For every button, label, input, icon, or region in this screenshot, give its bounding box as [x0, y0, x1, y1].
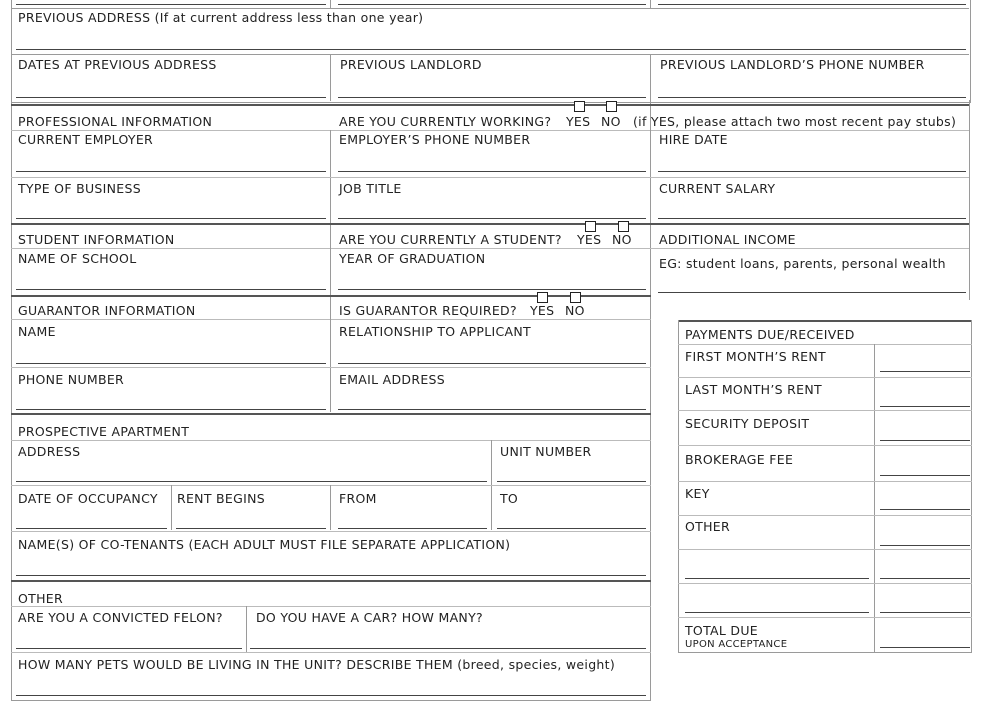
job-title-field[interactable]: [338, 218, 646, 219]
divider: [11, 531, 651, 532]
extra-payment-description-field[interactable]: [685, 578, 869, 579]
divider: [11, 54, 969, 55]
guarantor-yes-checkbox[interactable]: [537, 292, 548, 303]
divider: [330, 54, 331, 101]
income-example: EG: student loans, parents, personal wealth: [659, 256, 946, 271]
payments-heading: PAYMENTS DUE/RECEIVED: [685, 327, 855, 342]
divider: [330, 297, 331, 412]
extra-payment-description-field[interactable]: [685, 612, 869, 613]
to-label: TO: [500, 491, 519, 506]
student-yes-label: YES: [577, 232, 602, 247]
divider: [171, 485, 172, 530]
relationship-label: RELATIONSHIP TO APPLICANT: [339, 324, 531, 339]
guarantor-question: IS GUARANTOR REQUIRED?: [339, 303, 517, 318]
previous-address-field[interactable]: [16, 49, 966, 50]
graduation-year-label: YEAR OF GRADUATION: [339, 251, 486, 266]
divider: [650, 54, 651, 101]
section-rule: [11, 223, 969, 225]
additional-income-field[interactable]: [658, 292, 966, 293]
divider: [678, 652, 972, 653]
previous-landlord-field[interactable]: [338, 97, 646, 98]
divider: [330, 0, 331, 8]
divider: [678, 515, 972, 516]
first-month-rent-field[interactable]: [880, 371, 970, 372]
working-no-label: NO: [601, 114, 621, 129]
upon-acceptance-label: UPON ACCEPTANCE: [685, 639, 788, 650]
first-month-rent-label: FIRST MONTH’S RENT: [685, 349, 826, 364]
hire-date-label: HIRE DATE: [659, 132, 728, 147]
extra-payment-amount-field[interactable]: [880, 578, 970, 579]
job-title-label: JOB TITLE: [339, 181, 402, 196]
divider: [11, 248, 969, 249]
security-deposit-field[interactable]: [880, 440, 970, 441]
apartment-address-field[interactable]: [16, 481, 487, 482]
felon-question: ARE YOU A CONVICTED FELON?: [18, 610, 223, 625]
divider: [11, 652, 651, 653]
other-payment-amount-field[interactable]: [880, 545, 970, 546]
car-question: DO YOU HAVE A CAR? HOW MANY?: [256, 610, 483, 625]
previous-address-label: PREVIOUS ADDRESS (If at current address less than one year): [18, 10, 424, 25]
working-question: ARE YOU CURRENTLY WORKING?: [339, 114, 552, 129]
field-line[interactable]: [16, 4, 326, 5]
pets-question: HOW MANY PETS WOULD BE LIVING IN THE UNIT? DESCRIBE THEM (breed, species, weight): [18, 657, 616, 672]
current-salary-label: CURRENT SALARY: [659, 181, 776, 196]
divider: [678, 410, 972, 411]
divider: [11, 177, 969, 178]
previous-landlord-phone-label: PREVIOUS LANDLORD’S PHONE NUMBER: [660, 57, 925, 72]
payments-top-rule: [678, 320, 972, 322]
car-field[interactable]: [250, 648, 646, 649]
last-month-rent-field[interactable]: [880, 406, 970, 407]
cotenants-label: NAME(S) OF CO-TENANTS (EACH ADULT MUST FILE SEPARATE APPLICATION): [18, 537, 511, 552]
school-name-label: NAME OF SCHOOL: [18, 251, 137, 266]
student-yes-checkbox[interactable]: [585, 221, 596, 232]
working-note: (if YES, please attach two most recent pay stubs): [633, 114, 957, 129]
divider: [678, 320, 679, 652]
unit-number-label: UNIT NUMBER: [500, 444, 592, 459]
employer-phone-label: EMPLOYER’S PHONE NUMBER: [339, 132, 531, 147]
guarantor-email-field[interactable]: [338, 409, 646, 410]
rent-begins-field[interactable]: [176, 528, 326, 529]
student-question: ARE YOU CURRENTLY A STUDENT?: [339, 232, 562, 247]
working-yes-checkbox[interactable]: [574, 101, 585, 112]
guarantor-name-field[interactable]: [16, 363, 326, 364]
divider: [678, 583, 972, 584]
student-no-checkbox[interactable]: [618, 221, 629, 232]
felon-field[interactable]: [16, 648, 242, 649]
security-deposit-label: SECURITY DEPOSIT: [685, 416, 810, 431]
divider: [11, 130, 969, 131]
previous-landlord-label: PREVIOUS LANDLORD: [340, 57, 482, 72]
divider: [678, 481, 972, 482]
other-payment-label: OTHER: [685, 519, 730, 534]
type-of-business-label: TYPE OF BUSINESS: [18, 181, 141, 196]
divider: [678, 617, 972, 618]
divider: [11, 100, 12, 700]
current-salary-field[interactable]: [658, 218, 966, 219]
relationship-field[interactable]: [338, 363, 646, 364]
brokerage-fee-field[interactable]: [880, 475, 970, 476]
total-due-label: TOTAL DUE: [685, 623, 759, 638]
additional-income-label: ADDITIONAL INCOME: [659, 232, 796, 247]
guarantor-no-label: NO: [565, 303, 585, 318]
guarantor-heading: GUARANTOR INFORMATION: [18, 303, 196, 318]
previous-landlord-phone-field[interactable]: [658, 97, 966, 98]
other-heading: OTHER: [18, 591, 63, 606]
graduation-year-field[interactable]: [338, 289, 646, 290]
occupancy-date-field[interactable]: [16, 528, 167, 529]
divider: [971, 320, 972, 652]
to-field[interactable]: [497, 528, 646, 529]
dates-previous-address-label: DATES AT PREVIOUS ADDRESS: [18, 57, 217, 72]
brokerage-fee-label: BROKERAGE FEE: [685, 452, 794, 467]
divider: [678, 377, 972, 378]
guarantor-yes-label: YES: [530, 303, 555, 318]
apartment-heading: PROSPECTIVE APARTMENT: [18, 424, 190, 439]
section-rule: [11, 413, 651, 415]
guarantor-no-checkbox[interactable]: [570, 292, 581, 303]
divider: [11, 8, 969, 9]
divider: [11, 700, 651, 701]
type-of-business-field[interactable]: [16, 218, 326, 219]
divider: [678, 445, 972, 446]
divider: [246, 606, 247, 652]
unit-number-field[interactable]: [497, 481, 646, 482]
total-due-field[interactable]: [880, 647, 970, 648]
section-rule: [11, 295, 651, 297]
current-employer-label: CURRENT EMPLOYER: [18, 132, 154, 147]
working-yes-label: YES: [566, 114, 591, 129]
key-label: KEY: [685, 486, 710, 501]
divider: [330, 485, 331, 530]
dates-previous-address-field[interactable]: [16, 97, 326, 98]
last-month-rent-label: LAST MONTH’S RENT: [685, 382, 822, 397]
section-rule: [11, 580, 651, 582]
occupancy-date-label: DATE OF OCCUPANCY: [18, 491, 158, 506]
professional-heading: PROFESSIONAL INFORMATION: [18, 114, 213, 129]
section-rule: [11, 104, 969, 106]
extra-payment-amount-field[interactable]: [880, 612, 970, 613]
student-no-label: NO: [612, 232, 632, 247]
divider: [969, 100, 970, 300]
guarantor-name-label: NAME: [18, 324, 56, 339]
field-line[interactable]: [658, 4, 966, 5]
divider: [678, 549, 972, 550]
divider: [678, 344, 972, 345]
guarantor-email-label: EMAIL ADDRESS: [339, 372, 446, 387]
guarantor-phone-label: PHONE NUMBER: [18, 372, 125, 387]
student-heading: STUDENT INFORMATION: [18, 232, 175, 247]
divider: [11, 606, 651, 607]
school-name-field[interactable]: [16, 289, 326, 290]
divider: [874, 344, 875, 652]
divider: [11, 440, 651, 441]
rent-begins-label: RENT BEGINS: [177, 491, 265, 506]
divider: [11, 319, 651, 320]
apartment-address-label: ADDRESS: [18, 444, 81, 459]
pets-field[interactable]: [16, 695, 646, 696]
working-no-checkbox[interactable]: [606, 101, 617, 112]
hire-date-field[interactable]: [658, 171, 966, 172]
divider: [11, 485, 651, 486]
guarantor-phone-field[interactable]: [16, 409, 326, 410]
key-field[interactable]: [880, 509, 970, 510]
from-field[interactable]: [338, 528, 487, 529]
employer-phone-field[interactable]: [338, 171, 646, 172]
field-line[interactable]: [338, 4, 646, 5]
divider: [650, 0, 651, 8]
from-label: FROM: [339, 491, 377, 506]
divider: [330, 225, 331, 295]
cotenants-field[interactable]: [16, 575, 646, 576]
divider: [11, 367, 651, 368]
current-employer-field[interactable]: [16, 171, 326, 172]
